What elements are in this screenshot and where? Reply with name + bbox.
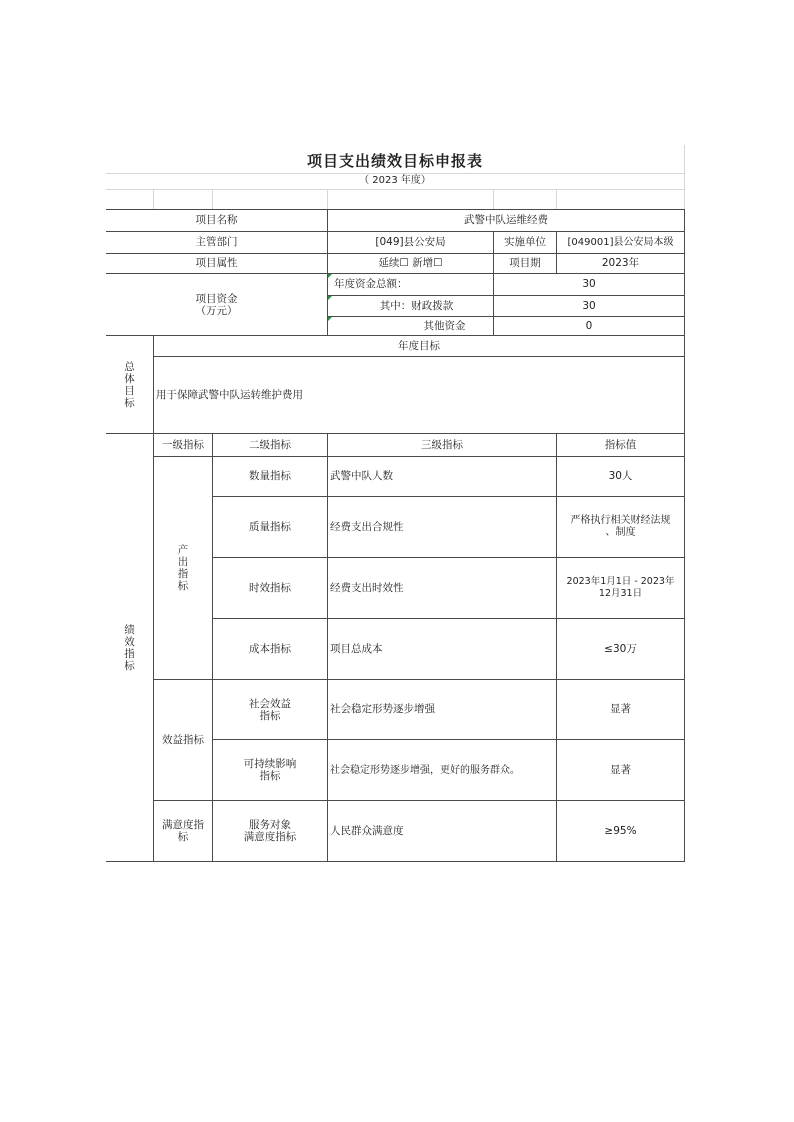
indicator-value-cost: ≤30万 bbox=[604, 642, 637, 655]
indicator-value-timeliness: 2023年1月1日 - 2023年 12月31日 bbox=[566, 576, 675, 599]
indicator-value-satisfaction: ≥95% bbox=[604, 824, 637, 837]
performance-indicators-section-label: 绩 效 指 标 bbox=[124, 623, 135, 672]
funds-other-label: 其他资金 bbox=[423, 319, 466, 332]
impl-value: [049001]县公安局本级 bbox=[567, 237, 674, 248]
funds-total-value: 30 bbox=[582, 278, 596, 290]
period-value: 2023年 bbox=[601, 257, 640, 269]
form-title: 项目支出绩效目标申报表 bbox=[306, 152, 483, 170]
indicator-value-quantity: 30人 bbox=[608, 470, 633, 482]
dept-label: 主管部门 bbox=[195, 236, 238, 248]
overall-goal-section-label: 总 体 目 标 bbox=[124, 360, 135, 409]
indicator-l3-satisfaction: 人民群众满意度 bbox=[330, 824, 404, 837]
indicator-value-quality: 严格执行相关财经法规 、制度 bbox=[570, 515, 671, 538]
impl-label: 实施单位 bbox=[504, 236, 546, 248]
indicator-l2-sustainability: 可持续影响 指标 bbox=[243, 758, 297, 782]
form-year: （ 2023 年度） bbox=[359, 175, 431, 186]
funds-label: 项目资金 （万元） bbox=[195, 292, 238, 317]
annual-goal-text: 用于保障武警中队运转维护费用 bbox=[156, 388, 303, 401]
indicator-l3-quantity: 武警中队人数 bbox=[330, 470, 393, 482]
funds-other-value: 0 bbox=[585, 319, 593, 332]
funds-fiscal-label: 其中：财政拨款 bbox=[379, 299, 454, 312]
indicator-l2-quality: 质量指标 bbox=[249, 520, 291, 533]
col-header-level1: 一级指标 bbox=[162, 438, 204, 451]
project-name-label: 项目名称 bbox=[195, 214, 238, 226]
indicator-l2-cost: 成本指标 bbox=[249, 642, 291, 655]
indicator-l2-satisfaction: 服务对象 满意度指标 bbox=[243, 819, 297, 843]
indicator-value-social-benefit: 显著 bbox=[610, 703, 631, 715]
annual-goal-header: 年度目标 bbox=[398, 339, 440, 352]
period-label: 项目期 bbox=[509, 257, 541, 269]
indicator-l2-social-benefit: 社会效益 指标 bbox=[249, 697, 291, 722]
indicator-l3-timeliness: 经费支出时效性 bbox=[330, 581, 404, 594]
dept-value: [049]县公安局 bbox=[375, 236, 446, 248]
level1-benefit: 效益指标 bbox=[162, 733, 204, 746]
col-header-level2: 二级指标 bbox=[249, 438, 291, 451]
indicator-l3-sustainability: 社会稳定形势逐步增强，更好的服务群众。 bbox=[330, 764, 520, 776]
project-name-value: 武警中队运维经费 bbox=[464, 214, 548, 226]
funds-total-label: 年度资金总额： bbox=[334, 278, 408, 290]
indicator-l3-social-benefit: 社会稳定形势逐步增强 bbox=[330, 703, 435, 715]
attr-label: 项目属性 bbox=[195, 257, 238, 269]
indicator-l2-quantity: 数量指标 bbox=[249, 470, 291, 482]
col-header-level3: 三级指标 bbox=[421, 438, 463, 451]
col-header-value: 指标值 bbox=[604, 438, 637, 451]
level1-satisfaction: 满意度指 标 bbox=[162, 819, 204, 843]
indicator-l3-quality: 经费支出合规性 bbox=[330, 520, 404, 533]
attr-checkboxes[interactable]: 延续☐ 新增☐ bbox=[378, 257, 443, 269]
indicator-l2-timeliness: 时效指标 bbox=[249, 581, 291, 594]
indicator-l3-cost: 项目总成本 bbox=[330, 642, 383, 655]
level1-output: 产 出 指 标 bbox=[177, 544, 189, 592]
funds-fiscal-value: 30 bbox=[582, 299, 596, 312]
indicator-value-sustainability: 显著 bbox=[610, 763, 631, 776]
